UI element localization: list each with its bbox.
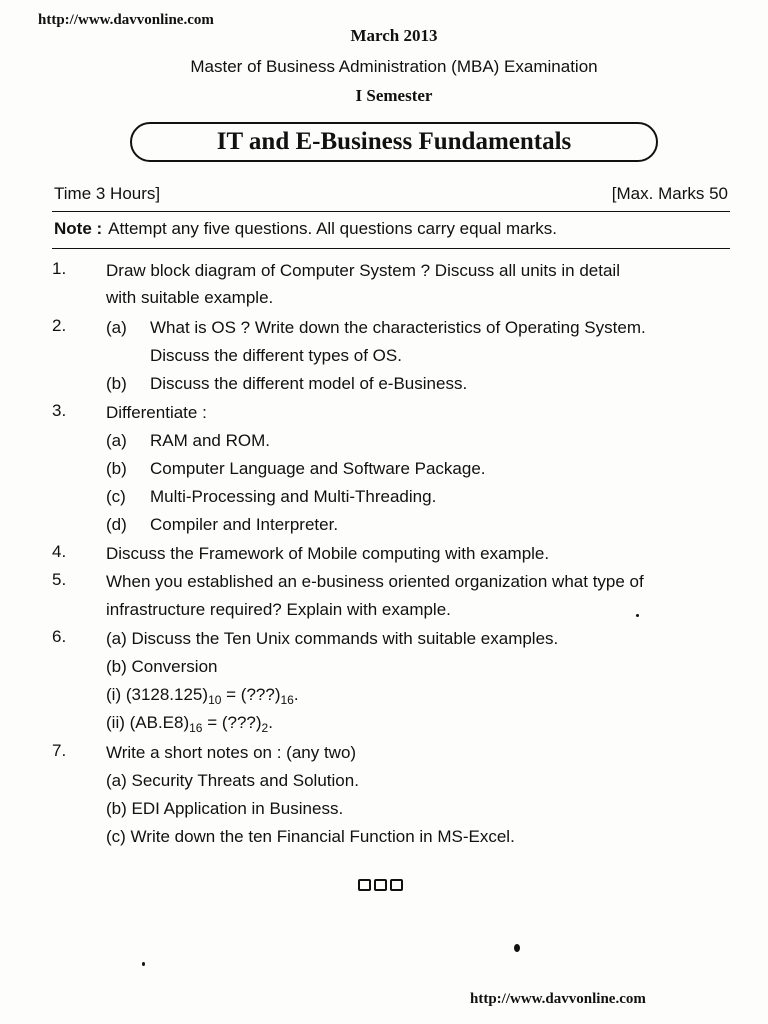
formula-subscript: 10 <box>208 693 222 707</box>
question-text: What is OS ? Write down the characteristics of Operating System. <box>150 318 646 337</box>
question-text: When you established an e-business oriented organization what type of <box>106 572 644 591</box>
question-text: Discuss the different types of OS. <box>150 346 402 365</box>
question-text: (a) Security Threats and Solution. <box>106 771 359 790</box>
formula-subscript: 16 <box>280 693 294 707</box>
sub-question-label: (d) <box>106 515 127 534</box>
footer-url: http://www.davvonline.com <box>470 991 646 1007</box>
formula-subscript: 16 <box>189 721 203 735</box>
note-text: Attempt any five questions. All questions carry equal marks. <box>108 219 557 238</box>
question-text: Discuss the different model of e-Business. <box>150 374 468 393</box>
square-glyph-icon <box>374 879 387 891</box>
question-text: infrastructure required? Explain with example. <box>106 600 451 619</box>
question-number: 2. <box>52 316 67 335</box>
question-number: 7. <box>52 741 67 760</box>
question-number: 1. <box>52 259 67 278</box>
end-ornament <box>358 879 403 891</box>
sub-question-label: (b) <box>106 459 127 478</box>
question-text: (b) Conversion <box>106 657 218 676</box>
formula-text: (ii) (AB.E8) <box>106 713 190 732</box>
question-text: (c) Write down the ten Financial Function in MS-Excel. <box>106 827 515 846</box>
formula-text: = (???) <box>202 713 262 732</box>
scan-speck <box>142 962 145 966</box>
formula-text: (i) (3128.125) <box>106 685 209 704</box>
divider-top <box>52 211 730 212</box>
question-number: 3. <box>52 401 67 420</box>
square-glyph-icon <box>390 879 403 891</box>
sub-question-label: (b) <box>106 374 127 393</box>
question-text: Write a short notes on : (any two) <box>106 743 357 762</box>
subject-title-text: IT and E-Business Fundamentals <box>216 128 572 155</box>
question-number: 5. <box>52 570 67 589</box>
square-glyph-icon <box>358 879 371 891</box>
question-text: Draw block diagram of Computer System ? Discuss all units in detail <box>106 261 620 280</box>
question-text: Compiler and Interpreter. <box>150 515 339 534</box>
sub-question-label: (a) <box>106 318 127 337</box>
formula-text: . <box>268 713 273 732</box>
formula-text: = (???) <box>221 685 281 704</box>
formula-text: . <box>293 685 299 704</box>
question-text: (a) Discuss the Ten Unix commands with suitable examples. <box>106 629 559 648</box>
divider-bottom <box>52 248 730 249</box>
question-text: Differentiate : <box>106 403 207 422</box>
question-text: RAM and ROM. <box>150 431 270 450</box>
scan-speck <box>514 944 520 952</box>
exam-date: March 2013 <box>350 26 438 45</box>
question-text: Discuss the Framework of Mobile computing with example. <box>106 544 550 563</box>
time-allowed: Time 3 Hours] <box>54 184 161 203</box>
max-marks: [Max. Marks 50 <box>611 184 728 203</box>
question-text: (b) EDI Application in Business. <box>106 799 344 818</box>
header-url: http://www.davvonline.com <box>38 12 214 28</box>
note <box>54 219 557 239</box>
question-number: 6. <box>52 627 67 646</box>
scan-speck <box>636 614 639 617</box>
semester: I Semester <box>355 86 433 105</box>
conversion-formula <box>106 713 273 735</box>
question-text: Computer Language and Software Package. <box>150 459 486 478</box>
sub-question-label: (a) <box>106 431 127 450</box>
sub-question-label: (c) <box>106 487 126 506</box>
question-number: 4. <box>52 542 67 561</box>
question-text: with suitable example. <box>106 288 274 307</box>
question-text: Multi-Processing and Multi-Threading. <box>150 487 437 506</box>
subject-title <box>130 122 658 162</box>
note-label: Note : <box>54 219 103 238</box>
conversion-formula <box>106 685 299 707</box>
exam-name: Master of Business Administration (MBA) Examination <box>190 57 598 76</box>
formula-subscript: 2 <box>261 721 269 735</box>
